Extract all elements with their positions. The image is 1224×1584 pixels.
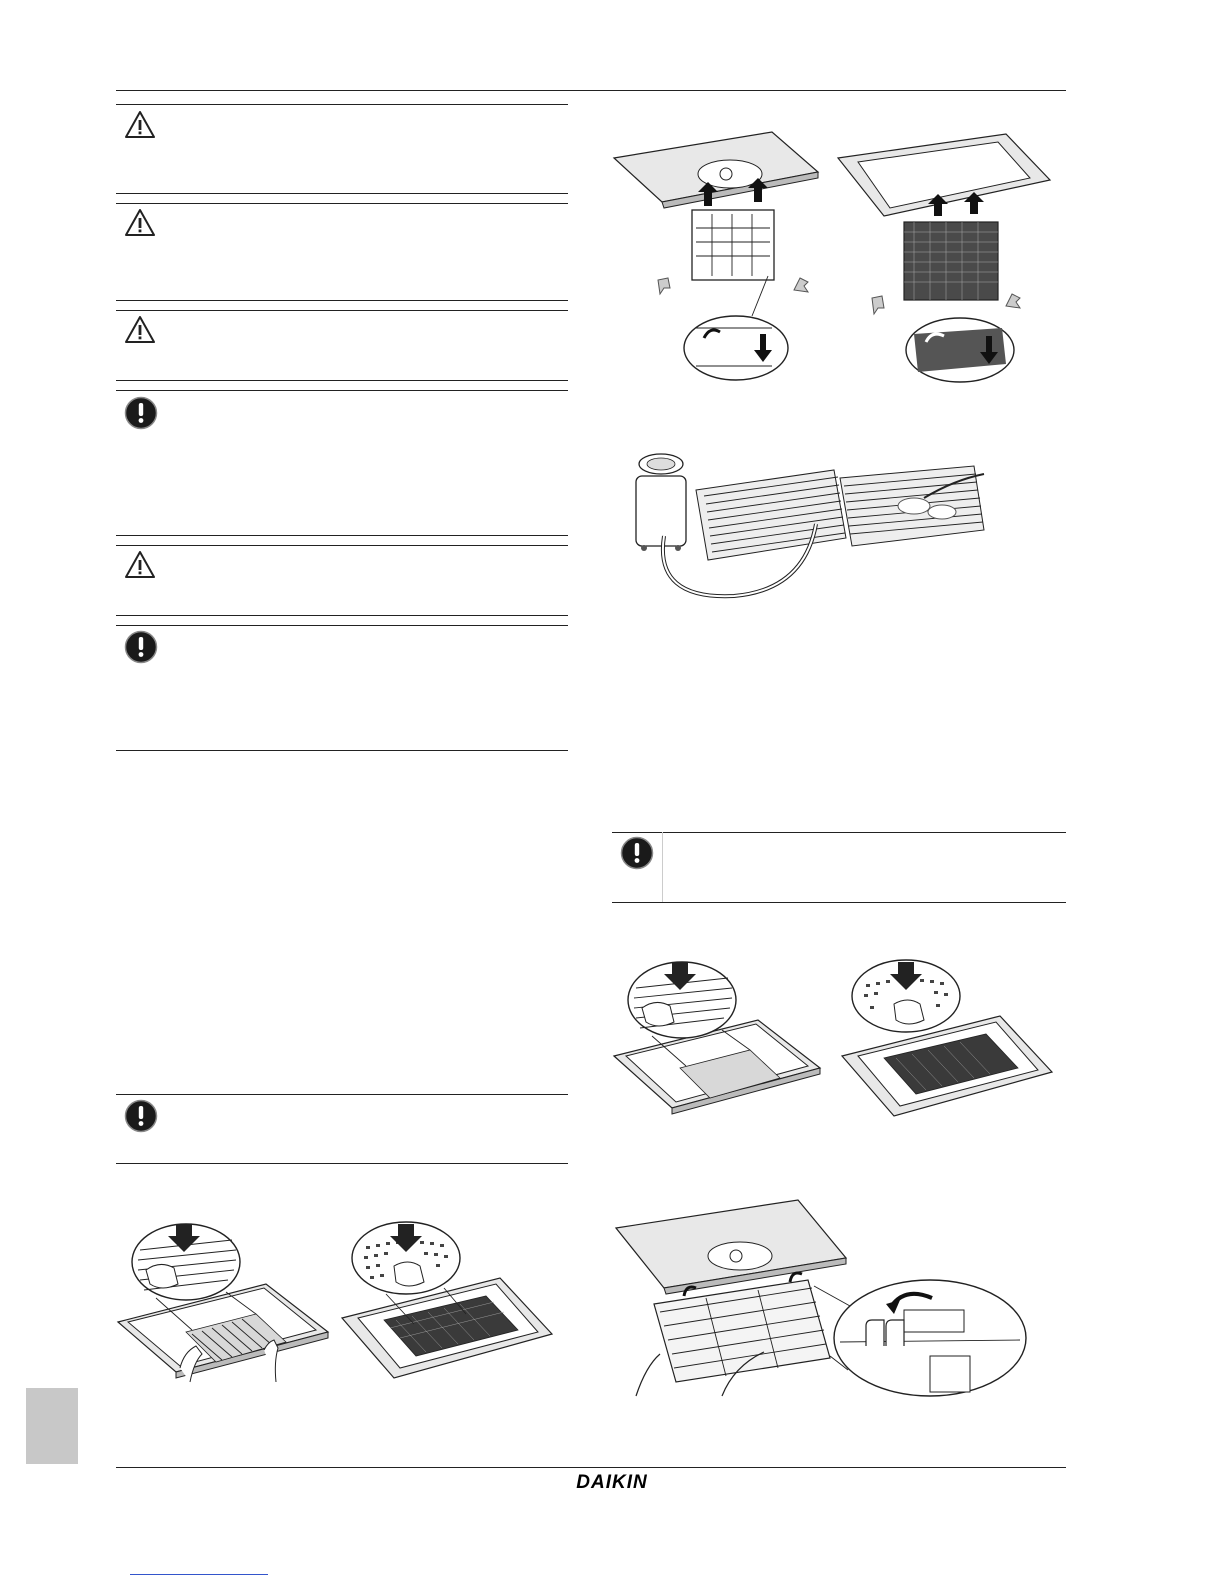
exclamation-circle-icon <box>124 1099 158 1133</box>
callout-separator <box>116 750 568 751</box>
grille-hook-attach-illustration <box>614 1196 1024 1400</box>
callout-divider <box>662 832 663 902</box>
callout-separator <box>116 300 568 301</box>
warning-triangle-icon <box>124 110 156 140</box>
warning-triangle-icon <box>124 315 156 345</box>
grille-removal-standard-illustration <box>612 128 822 378</box>
footer-link-underline[interactable] <box>130 1574 268 1575</box>
warning-triangle-icon <box>124 208 156 238</box>
grille-reinstall-standard-illustration <box>612 960 822 1130</box>
side-tab <box>26 1388 78 1464</box>
callout-separator <box>116 104 568 105</box>
grille-reinstall-standard-illustration <box>116 1222 330 1392</box>
exclamation-circle-icon <box>124 396 158 430</box>
callout-separator <box>116 193 568 194</box>
footer-rule <box>116 1467 1066 1468</box>
callout-separator <box>116 615 568 616</box>
callout-separator <box>116 625 568 626</box>
callout-separator <box>116 1163 568 1164</box>
exclamation-circle-icon <box>124 630 158 664</box>
callout-separator <box>116 310 568 311</box>
grille-reinstall-designer-illustration <box>840 960 1054 1130</box>
warning-triangle-icon <box>124 550 156 580</box>
callout-separator <box>116 380 568 381</box>
header-rule <box>116 90 1066 91</box>
grille-reinstall-designer-illustration <box>340 1222 554 1392</box>
callout-separator <box>116 390 568 391</box>
callout-separator <box>116 545 568 546</box>
callout-separator <box>612 902 1066 903</box>
callout-separator <box>116 203 568 204</box>
filter-cleaning-illustration <box>624 450 1004 606</box>
callout-separator <box>116 535 568 536</box>
callout-separator <box>612 832 1066 833</box>
grille-removal-designer-illustration <box>834 128 1054 382</box>
exclamation-circle-icon <box>620 836 654 870</box>
daikin-logo: DAIKIN <box>576 1472 648 1493</box>
callout-separator <box>116 1094 568 1095</box>
